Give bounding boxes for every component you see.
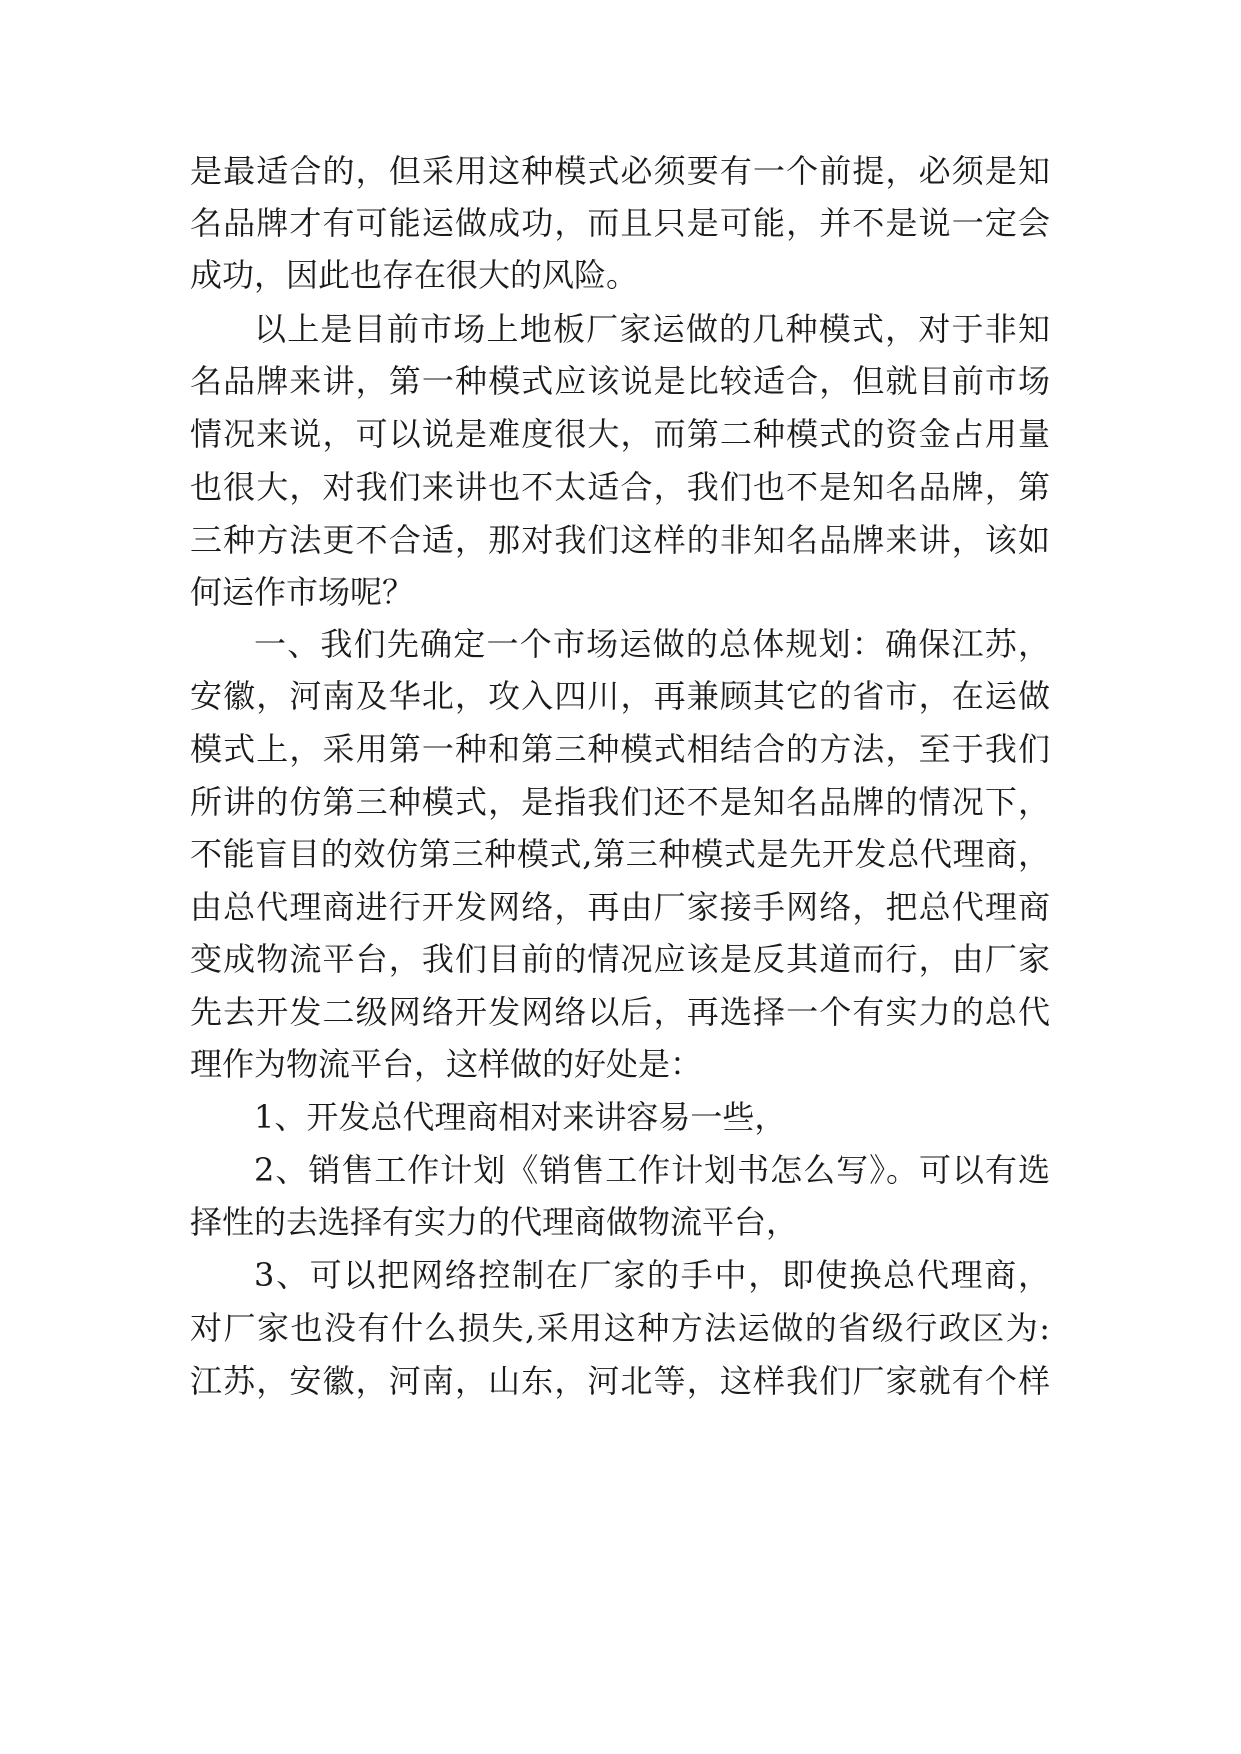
- list-item-line: 1、开发总代理商相对来讲容易一些，: [254, 1098, 787, 1136]
- paragraph-line: 对厂家也没有什么损失,采用这种方法运做的省级行政区为:: [190, 1309, 1050, 1347]
- paragraph-line: 以上是目前市场上地板厂家运做的几种模式，对于非知: [254, 310, 1050, 348]
- paragraph-line: 也很大，对我们来讲也不太适合，我们也不是知名品牌，第: [190, 468, 1050, 506]
- paragraph-line: 由总代理商进行开发网络，再由厂家接手网络，把总代理商: [190, 888, 1050, 926]
- paragraph-line: 名品牌才有可能运做成功，而且只是可能，并不是说一定会: [190, 204, 1050, 242]
- paragraph-line: 成功，因此也存在很大的风险。: [190, 256, 639, 294]
- list-item-line: 2、销售工作计划《销售工作计划书怎么写》。可以有选: [254, 1151, 1050, 1189]
- paragraph-line: 模式上，采用第一种和第三种模式相结合的方法，至于我们: [190, 730, 1050, 768]
- paragraph-line: 一、我们先确定一个市场运做的总体规划：确保江苏，: [254, 625, 1050, 663]
- list-item-line: 3、可以把网络控制在厂家的手中，即使换总代理商，: [254, 1256, 1050, 1294]
- paragraph-line: 名品牌来讲，第一种模式应该说是比较适合，但就目前市场: [190, 362, 1050, 400]
- paragraph-line: 择性的去选择有实力的代理商做物流平台，: [190, 1203, 799, 1241]
- paragraph-line: 江苏，安徽，河南，山东，河北等，这样我们厂家就有个样: [190, 1362, 1050, 1400]
- paragraph-line: 何运作市场呢？: [190, 573, 415, 611]
- paragraph-line: 安徽，河南及华北，攻入四川，再兼顾其它的省市，在运做: [190, 677, 1050, 715]
- paragraph-line: 情况来说，可以说是难度很大，而第二种模式的资金占用量: [190, 415, 1050, 453]
- paragraph-line: 不能盲目的效仿第三种模式,第三种模式是先开发总代理商，: [190, 835, 1050, 873]
- paragraph-line: 三种方法更不合适，那对我们这样的非知名品牌来讲，该如: [190, 521, 1050, 559]
- paragraph-line: 先去开发二级网络开发网络以后，再选择一个有实力的总代: [190, 993, 1050, 1031]
- paragraph-line: 所讲的仿第三种模式，是指我们还不是知名品牌的情况下，: [190, 783, 1050, 821]
- paragraph-line: 变成物流平台，我们目前的情况应该是反其道而行，由厂家: [190, 940, 1050, 978]
- paragraph-line: 理作为物流平台，这样做的好处是：: [190, 1045, 703, 1083]
- paragraph-line: 是最适合的，但采用这种模式必须要有一个前提，必须是知: [190, 152, 1050, 190]
